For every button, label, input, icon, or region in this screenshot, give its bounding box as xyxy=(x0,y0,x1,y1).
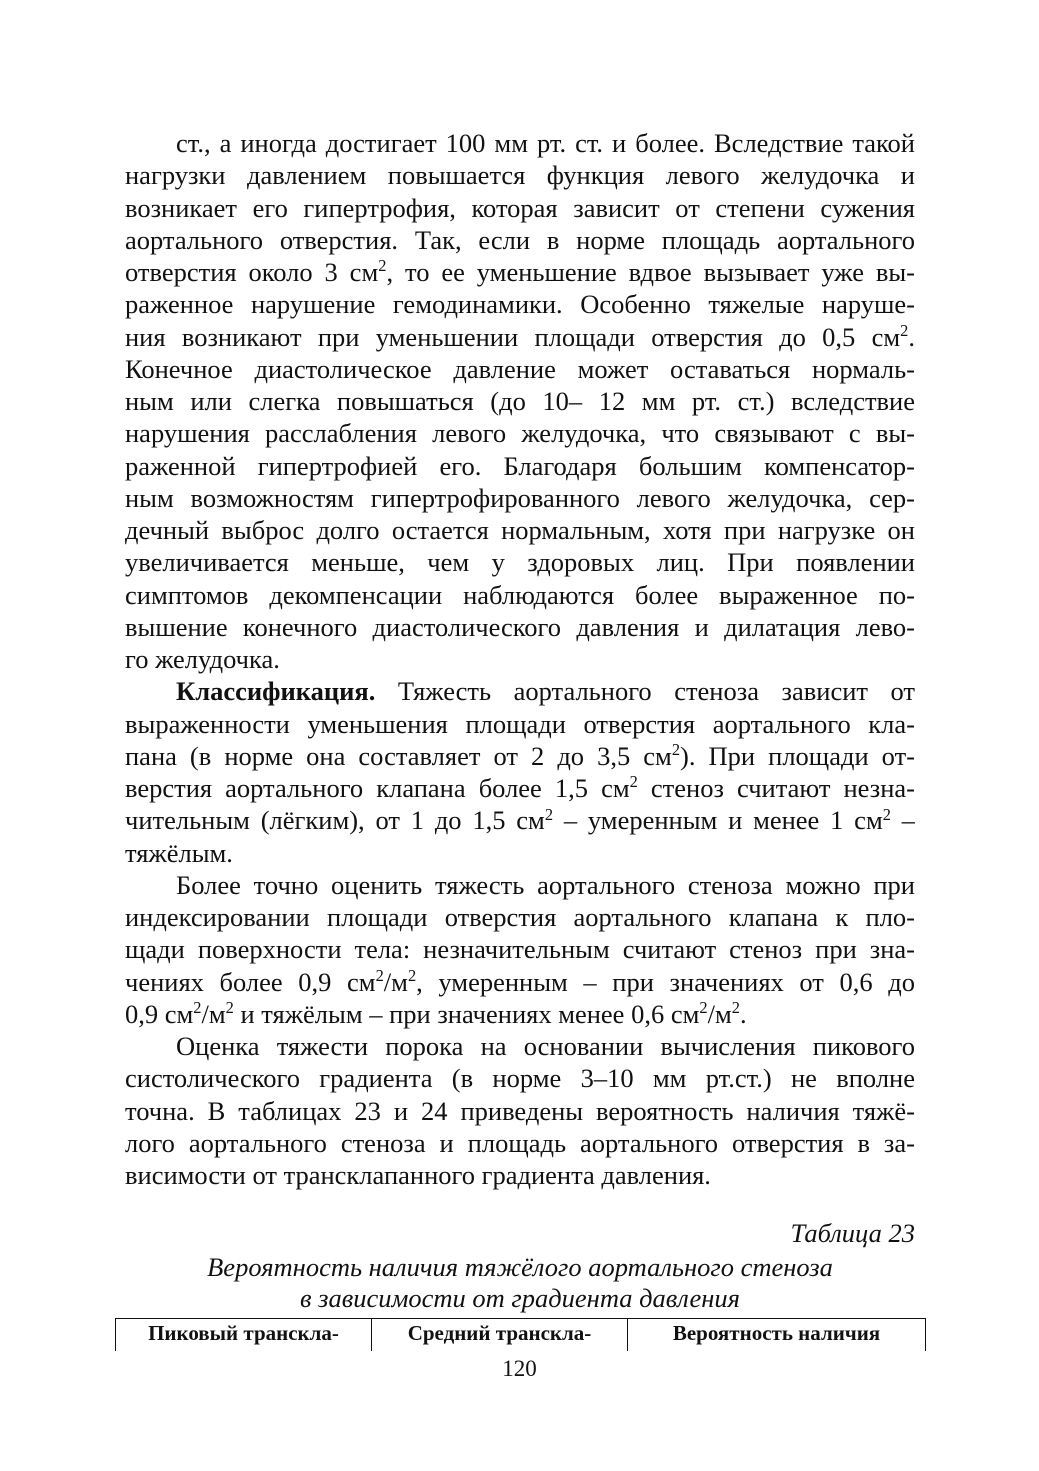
text-line: раженной гипертрофией его. Благодаря большим компенсатор- xyxy=(125,450,915,481)
table-header-cell: Вероятность наличия xyxy=(628,1319,926,1352)
table-label: Таблица 23 xyxy=(790,1218,915,1248)
section-heading: Классификация. xyxy=(176,676,376,707)
text-line: щади поверхности тела: незначительным считают стеноз при зна- xyxy=(125,934,915,965)
superscript: 2 xyxy=(882,805,891,824)
text-line: висимости от трансклапанного градиента давления. xyxy=(125,1160,711,1190)
table-caption-line-1: Вероятность наличия тяжёлого аортального стеноза xyxy=(207,1252,833,1282)
text-line: дечный выброс долго остается нормальным, хотя при нагрузке он xyxy=(125,515,915,545)
text-line: пана (в норме она составляет от 2 до 3,5 $см^2$). При площади от- xyxy=(125,740,915,771)
text-line: ным или слегка повышаться (до 10– 12 мм рт. ст.) вследствие xyxy=(125,386,915,416)
text-line: аортального отверстия. Так, если в норме площадь аортального xyxy=(125,224,915,255)
text-line: выраженности уменьшения площади отверстия аортального кла- xyxy=(125,708,915,739)
page-number: 120 xyxy=(502,1356,537,1381)
text-line: 0,9 $см^2/м^2$ и тяжёлым – при значениях менее 0,6 $см^2/м^2$. xyxy=(125,998,747,1029)
table-header-cell: Пиковый транскла- xyxy=(116,1319,372,1352)
table-header-cell: Средний транскла- xyxy=(372,1319,628,1352)
text-line: точна. В таблицах 23 и 24 приведены вероятность наличия тяжё- xyxy=(125,1095,915,1126)
text-line: Конечное диастолическое давление может оставаться нормаль- xyxy=(125,353,915,384)
superscript: 2 xyxy=(375,966,384,985)
superscript: 2 xyxy=(731,998,740,1018)
text-line: верстия аортального клапана более 1,5 $см^2$ стеноз считают незна- xyxy=(125,773,915,803)
text-line: го желудочка. xyxy=(125,644,280,674)
table-23 xyxy=(115,1318,926,1351)
text-line: вышение конечного диастолического давления и дилатация лево- xyxy=(125,611,915,642)
text-line: отверстия около 3 $см^2$, то ее уменьшение вдвое вызывает уже вы- xyxy=(125,257,915,287)
text-line: нарушения расслабления левого желудочка, что связывают с вы- xyxy=(125,418,915,449)
text-line: раженное нарушение гемодинамики. Особенно тяжелые наруше- xyxy=(125,289,915,320)
superscript: 2 xyxy=(671,740,681,760)
text-line: ния возникают при уменьшении площади отверстия до 0,5 $см^2$. xyxy=(125,321,915,352)
text-line: чениях более 0,9 $см^2/м^2$, умеренным – при значениях от 0,6 до xyxy=(125,966,915,997)
text-line: ным возможностям гипертрофированного левого желудочка, сер- xyxy=(125,482,915,513)
superscript: 2 xyxy=(407,966,417,985)
text-line: нагрузки давлением повышается функция левого желудочка и xyxy=(125,160,915,191)
text-line: увеличивается меньше, чем у здоровых лиц. При появлении xyxy=(125,547,915,578)
superscript: 2 xyxy=(378,257,387,276)
text-line: тяжёлым. xyxy=(125,837,233,868)
superscript: 2 xyxy=(225,998,234,1018)
superscript: 2 xyxy=(544,805,554,824)
text-line: индексировании площади отверстия аортального клапана к пло- xyxy=(125,902,915,932)
text-line: возникает его гипертрофия, которая зависит от степени сужения xyxy=(125,192,915,223)
table-header-row xyxy=(116,1319,926,1352)
text-line: Оценка тяжести порока на основании вычисления пикового xyxy=(176,1031,915,1061)
text-line: симптомов декомпенсации наблюдаются более выраженное по- xyxy=(125,579,915,610)
text-line: лого аортального стеноза и площадь аортального отверстия в за- xyxy=(125,1127,915,1158)
superscript: 2 xyxy=(699,998,708,1018)
table-caption-line-2: в зависимости от градиента давления xyxy=(299,1283,741,1313)
text-line: систолического градиента (в норме 3–10 мм рт.ст.) не вполне xyxy=(125,1063,915,1094)
text-line: Более точно оценить тяжесть аортального стеноза можно при xyxy=(176,869,915,900)
text-line: чительным (лёгким), от 1 до 1,5 $см^2$ – умеренным и менее 1 $см^2$ – xyxy=(125,805,915,836)
text-line: Классификация. Тяжесть аортального стеноза зависит от xyxy=(176,676,915,707)
superscript: 2 xyxy=(193,998,202,1018)
text-line: ст., а иногда достигает 100 мм рт. ст. и более. Вследствие такой xyxy=(176,128,915,158)
superscript: 2 xyxy=(900,321,909,340)
superscript: 2 xyxy=(629,773,638,792)
